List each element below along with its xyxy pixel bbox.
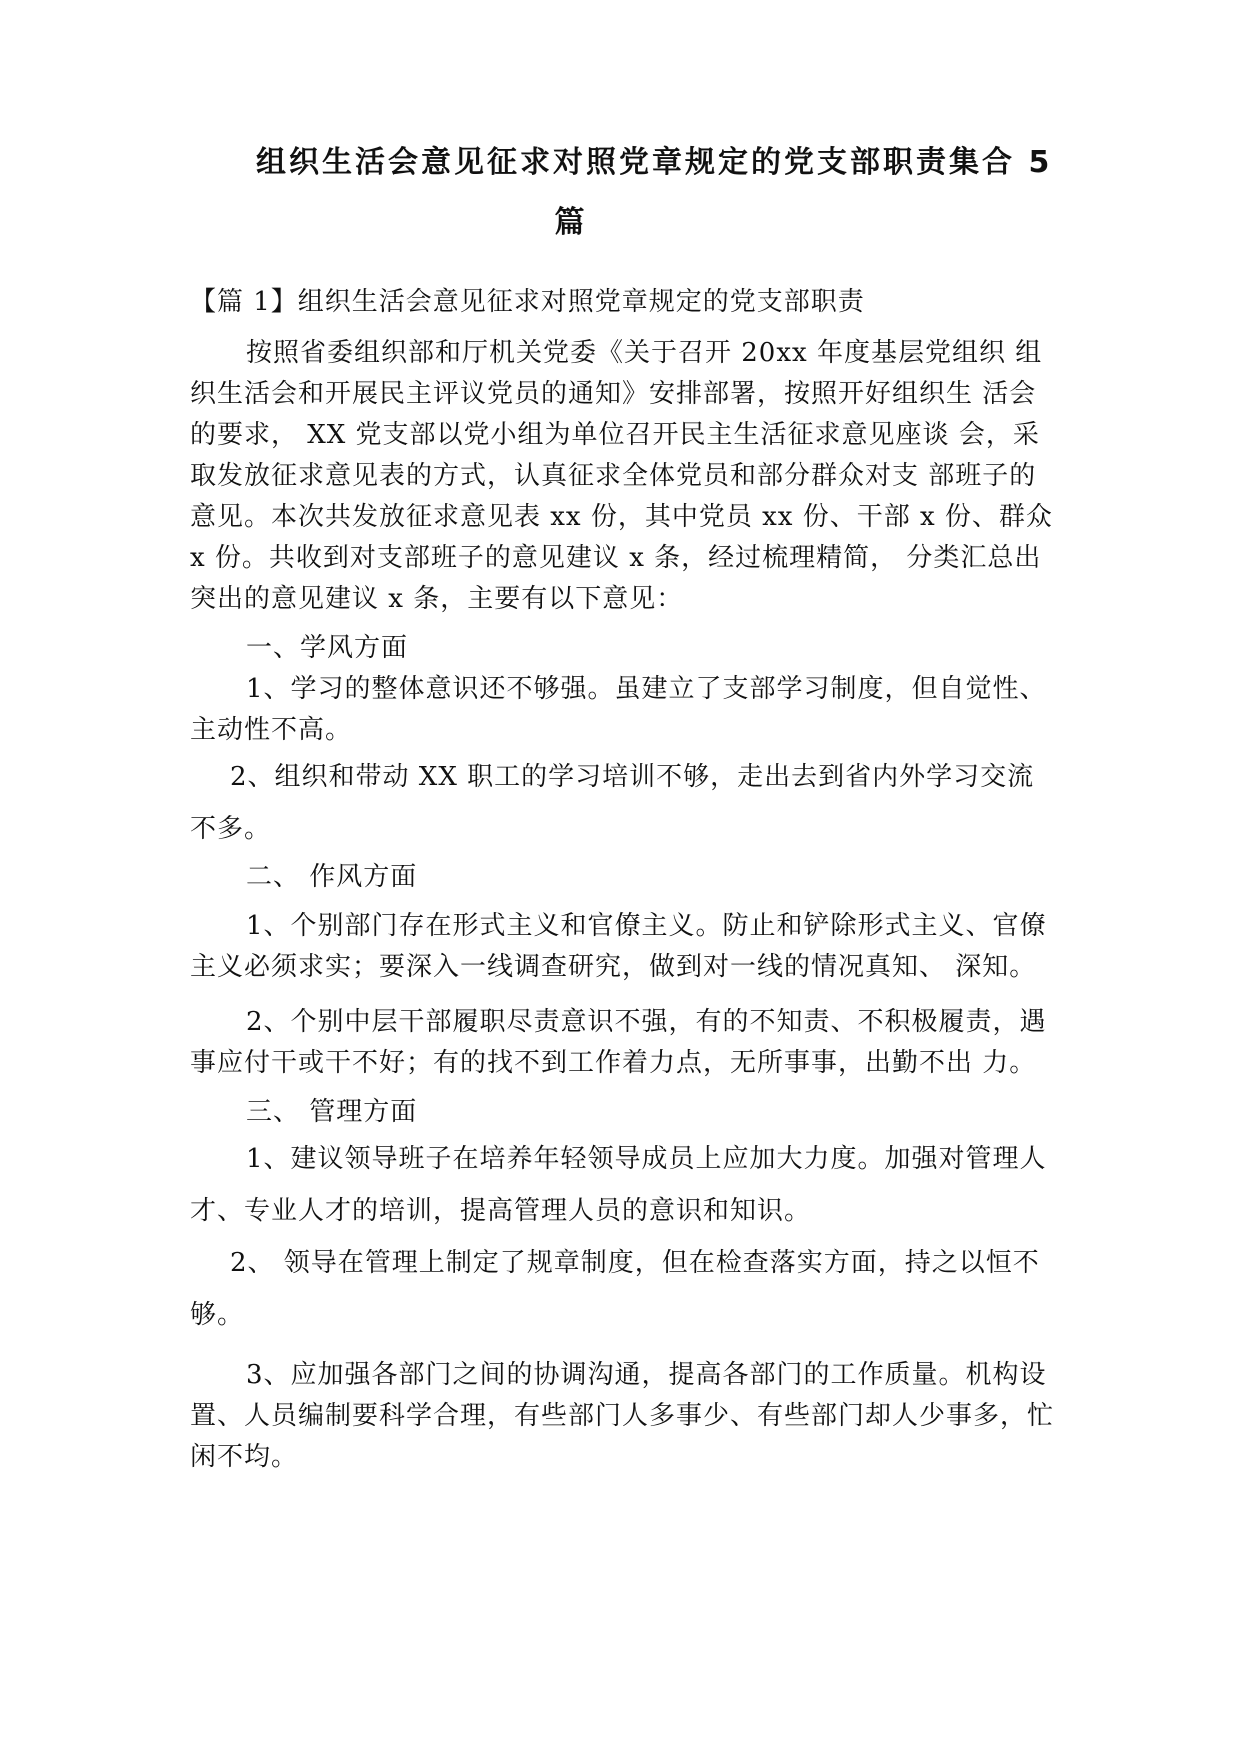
management-item-1: 1、建议领导班子在培养年轻领导成员上应加大力度。加强对管理人才、专业人才的培训，提高管理人员的意识和知识。 — [190, 1144, 1047, 1226]
title-line-1: 组织生活会意见征求对照党章规定的党支部职责集合 5 — [256, 145, 1053, 180]
study-item-2: 2、组织和带动 XX 职工的学习培训不够，走出去到省内外学习交流不多。 — [190, 762, 1035, 844]
section-heading-management: 三、 管理方面 — [246, 1097, 418, 1127]
style-item-2: 2、个别中层干部履职尽责意识不强，有的不知责、不积极履责，遇事应付干或干不好；有的找不到工作着力点，无所事事，出勤不出 力。 — [190, 1007, 1047, 1078]
style-item-1: 1、个别部门存在形式主义和官僚主义。防止和铲除形式主义、官僚主义必须求实；要深入一线调查研究，做到对一线的情况真知、 深知。 — [190, 911, 1047, 982]
section-heading-study: 一、学风方面 — [246, 633, 409, 663]
intro-paragraph: 按照省委组织部和厅机关党委《关于召开 20xx 年度基层党组织 组织生活会和开展民主评议党员的通知》安排部署，按照开好组织生 活会的要求， XX 党支部以党小组为单位召开民主生活征求意见座谈 会，采取发放征求意见表的方式，认真征求全体党员和部分群众对支 部班子的意见。本次共发放征求意见表 xx 份，其中党员 xx 份、干部 x 份、群众 x 份。共收到对支部班子的意见建议 x 条，经过梳理精简， 分类汇总出突出的意见建议 x 条，主要有以下意见： — [190, 338, 1053, 614]
management-item-3: 3、应加强各部门之间的协调沟通，提高各部门的工作质量。机构设置、人员编制要科学合理，有些部门人多事少、有些部门却人少事多，忙闲不均。 — [190, 1360, 1055, 1472]
document-body — [190, 282, 1060, 1478]
title-line-2: 篇 — [554, 205, 588, 240]
chapter-heading: 【篇 1】组织生活会意见征求对照党章规定的党支部职责 — [190, 287, 865, 317]
study-item-1: 1、学习的整体意识还不够强。虽建立了支部学习制度，但自觉性、主动性不高。 — [190, 674, 1047, 745]
section-heading-style: 二、 作风方面 — [246, 862, 418, 892]
document-title — [256, 133, 1056, 253]
management-item-2: 2、 领导在管理上制定了规章制度，但在检查落实方面，持之以恒不够。 — [190, 1248, 1040, 1330]
